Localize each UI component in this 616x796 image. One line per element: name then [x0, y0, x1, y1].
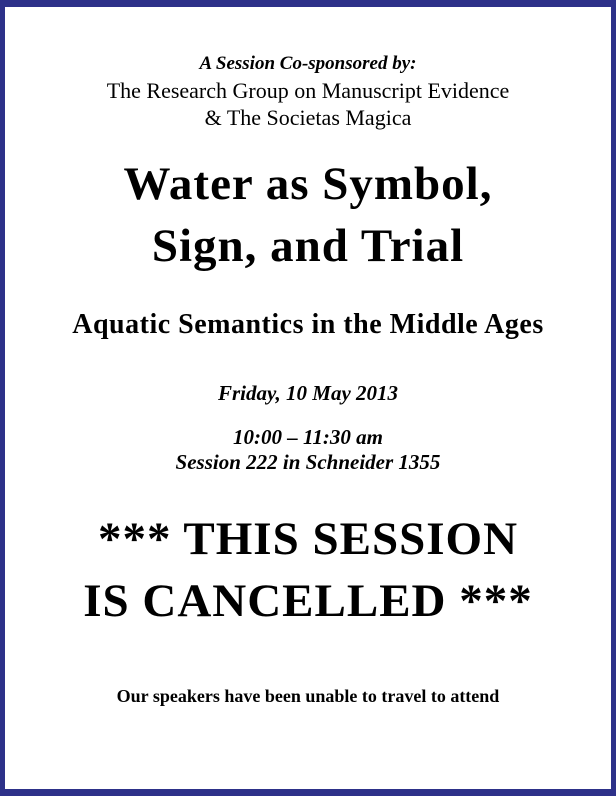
session-date: Friday, 10 May 2013 — [217, 381, 399, 405]
session-time-location — [5, 425, 611, 475]
sponsor-org-societas-magica: & The Societas Magica — [204, 105, 412, 130]
session-subtitle: Aquatic Semantics in the Middle Ages — [72, 309, 544, 340]
cancellation-notice-line2: IS CANCELLED *** — [83, 575, 533, 627]
session-title — [5, 153, 611, 277]
session-title-line1: Water as Symbol, — [123, 158, 493, 210]
cancellation-notice-line1: *** THIS SESSION — [97, 513, 519, 565]
cancellation-notice — [5, 508, 611, 632]
session-title-line2: Sign, and Trial — [151, 220, 465, 272]
session-location: Session 222 in Schneider 1355 — [175, 450, 441, 474]
cancellation-reason: Our speakers have been unable to travel to attend — [116, 686, 500, 706]
sponsor-intro: A Session Co-sponsored by: — [199, 53, 417, 74]
sponsor-block — [5, 51, 611, 131]
sponsor-org-research-group: The Research Group on Manuscript Evidence — [106, 78, 510, 103]
session-time: 10:00 – 11:30 am — [233, 425, 383, 449]
